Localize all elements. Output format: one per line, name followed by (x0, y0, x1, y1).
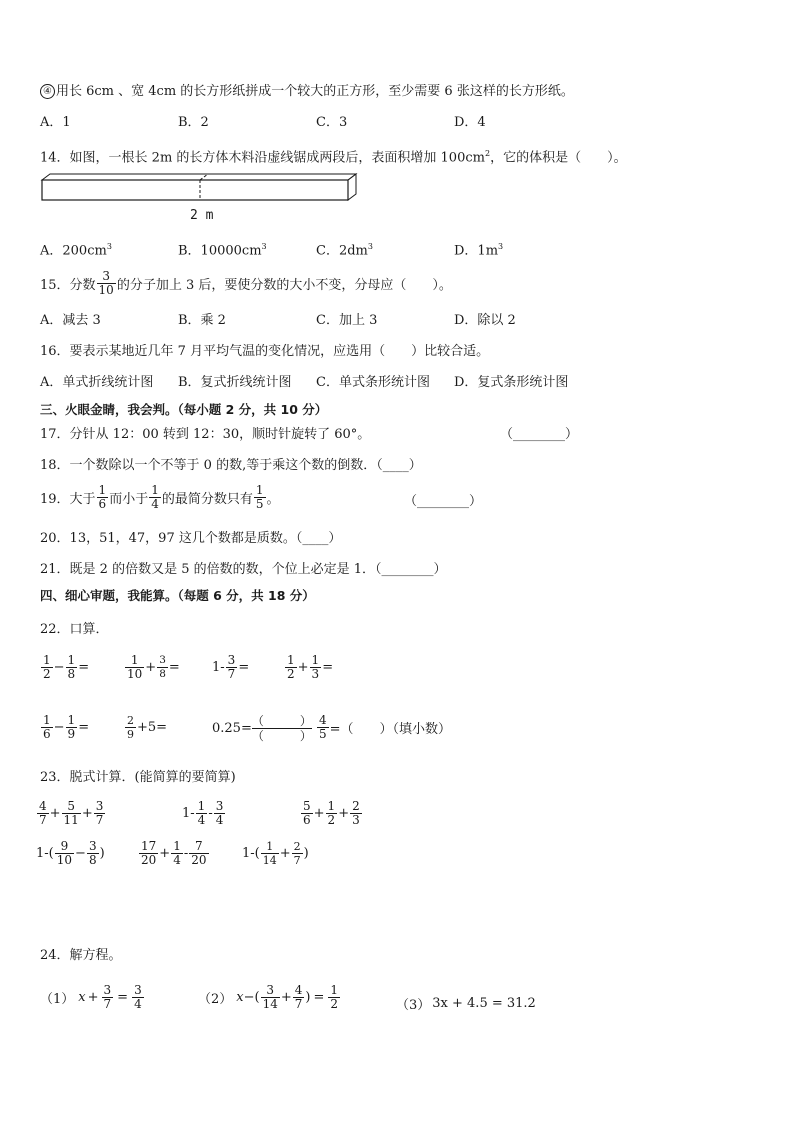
q14-text-a: 14．如图，一根长 2m 的长方体木料沿虚线锯成两段后，表面积增加 100cm (40, 150, 485, 166)
q16-option-d: D．复式条形统计图 (454, 375, 569, 390)
q15-option-b: B．乘 2 (178, 313, 226, 328)
q22-r2-expr-a: $\frac{1}{6}$ − $\frac{1}{9}$ = (43, 713, 90, 741)
q24-equation-2: （2） x −( $\frac{3}{14}$ + $\frac{4}{7}$ ) = $\frac{1}{2}$ (198, 983, 339, 1011)
q16-option-b: B．复式折线统计图 (178, 375, 292, 390)
wood-beam-figure (40, 172, 362, 204)
q23-expr-6: 1-( $\frac{1}{14}$ + $\frac{2}{7}$ ) (242, 840, 309, 867)
q15-question (40, 270, 452, 297)
q22-title: 22．口算． (40, 622, 109, 637)
q15-option-a: A．减去 3 (40, 313, 101, 328)
q14-option-d: D．$1m^3$ (454, 242, 504, 259)
q13-option-b: B．2 (178, 115, 209, 130)
q14-text-b: ，它的体积是（ ）。 (490, 150, 627, 166)
q22-r1-expr-c: 1- $\frac{3}{7}$ = (212, 653, 250, 681)
q21-question: 21．既是 2 的倍数又是 5 的倍数的数，个位上必定是 1．（________） (40, 562, 447, 577)
q23-expr-5: $\frac{17}{20}$ + $\frac{1}{4}$ - $\frac{7}{20}$ (141, 839, 207, 867)
q19-question: 19．大于 $\frac{1}{6}$ 而小于 $\frac{1}{4}$ 的最简分数只有 $\frac{1}{5}$ 。 (40, 483, 280, 511)
q14-question (40, 146, 627, 166)
q19-answer-blank[interactable]: （________） (404, 494, 483, 509)
q20-question: 20．13，51，47，97 这几个数都是质数。（____） (40, 531, 342, 546)
q24-equation-1: （1） x + $\frac{3}{7}$ = $\frac{3}{4}$ (40, 983, 142, 1011)
q23-expr-1: $\frac{4}{7}$ + $\frac{5}{11}$ + $\frac{3}{7}$ (39, 799, 104, 827)
q13-item-4 (40, 84, 574, 100)
q18-question: 18．一个数除以一个不等于 0 的数,等于乘这个数的倒数．（____） (40, 458, 422, 473)
q22-r1-expr-b: $\frac{1}{10}$ + $\frac{3}{8}$ = (127, 653, 180, 681)
q15-fraction: $\frac{3}{10}$ (98, 269, 114, 297)
q24-title: 24．解方程。 (40, 948, 122, 963)
q24-equation-3: （3） 3x + 4.5 = 31.2 (396, 996, 536, 1013)
q22-r1-expr-d: $\frac{1}{2}$ + $\frac{1}{3}$ = (287, 653, 334, 681)
q19-fraction-3: $\frac{1}{5}$ (255, 483, 264, 511)
q13-item-4-text: 用长 6cm 、宽 4cm 的长方形纸拼成一个较大的正方形，至少需要 6 张这样的长方形纸。 (56, 84, 574, 99)
q13-option-a: A．1 (40, 115, 71, 130)
q14-option-a: A．$200cm^3$ (40, 242, 112, 259)
q23-expr-4: 1-( $\frac{9}{10}$ − $\frac{3}{8}$ ) (36, 839, 105, 867)
q14-sup: 2 (484, 149, 491, 158)
figure-length-label: 2 m (190, 208, 214, 223)
q23-title: 23．脱式计算．(能简算的要简算) (40, 770, 236, 785)
q16-option-c: C．单式条形统计图 (316, 375, 430, 390)
section-3-title: 三、火眼金睛，我会判。（每小题 2 分，共 10 分） (40, 402, 328, 417)
q22-r2-expr-b: $\frac{2}{9}$ +5= (127, 714, 168, 741)
q23-expr-2: 1- $\frac{1}{4}$ - $\frac{3}{4}$ (182, 799, 224, 827)
q23-expr-3: $\frac{5}{6}$ + $\frac{1}{2}$ + $\frac{2}{3}$ (303, 799, 360, 827)
q17-answer-blank[interactable]: （________） (500, 427, 579, 442)
q14-option-b: B．$10000cm^3$ (178, 242, 267, 259)
q15-pre: 15．分数 (40, 278, 96, 293)
section-4-title: 四、细心审题，我能算。（每题 6 分，共 18 分） (40, 588, 315, 603)
q19-fraction-2: $\frac{1}{4}$ (151, 483, 159, 511)
q13-option-d: D．4 (454, 115, 486, 130)
q22-blank-fraction[interactable]: $\frac{( )}{( )}$ (251, 714, 312, 743)
q19-fraction-1: $\frac{1}{6}$ (98, 483, 107, 511)
q15-option-d: D．除以 2 (454, 313, 516, 328)
q16-question: 16．要表示某地近几年 7 月平均气温的变化情况，应选用（ ）比较合适。 (40, 344, 490, 359)
q15-option-c: C．加上 3 (316, 313, 378, 328)
q13-option-c: C．3 (316, 115, 348, 130)
circled-number: ④ (40, 84, 55, 99)
q22-r1-expr-a: $\frac{1}{2}$ − $\frac{1}{8}$ = (43, 653, 90, 681)
q16-option-a: A．单式折线统计图 (40, 375, 154, 390)
q22-r2-expr-d: $\frac{4}{5}$ =（ ）（填小数） (319, 713, 452, 741)
q17-question: 17．分针从 12：00 转到 12：30，顺时针旋转了 60°。 (40, 427, 371, 442)
q15-post: 的分子加上 3 后，要使分数的大小不变，分母应（ ）。 (116, 278, 452, 293)
q14-option-c: C．$2dm^3$ (316, 242, 373, 259)
q22-r2-expr-c: 0.25= $\frac{( )}{( )}$ (212, 714, 312, 743)
